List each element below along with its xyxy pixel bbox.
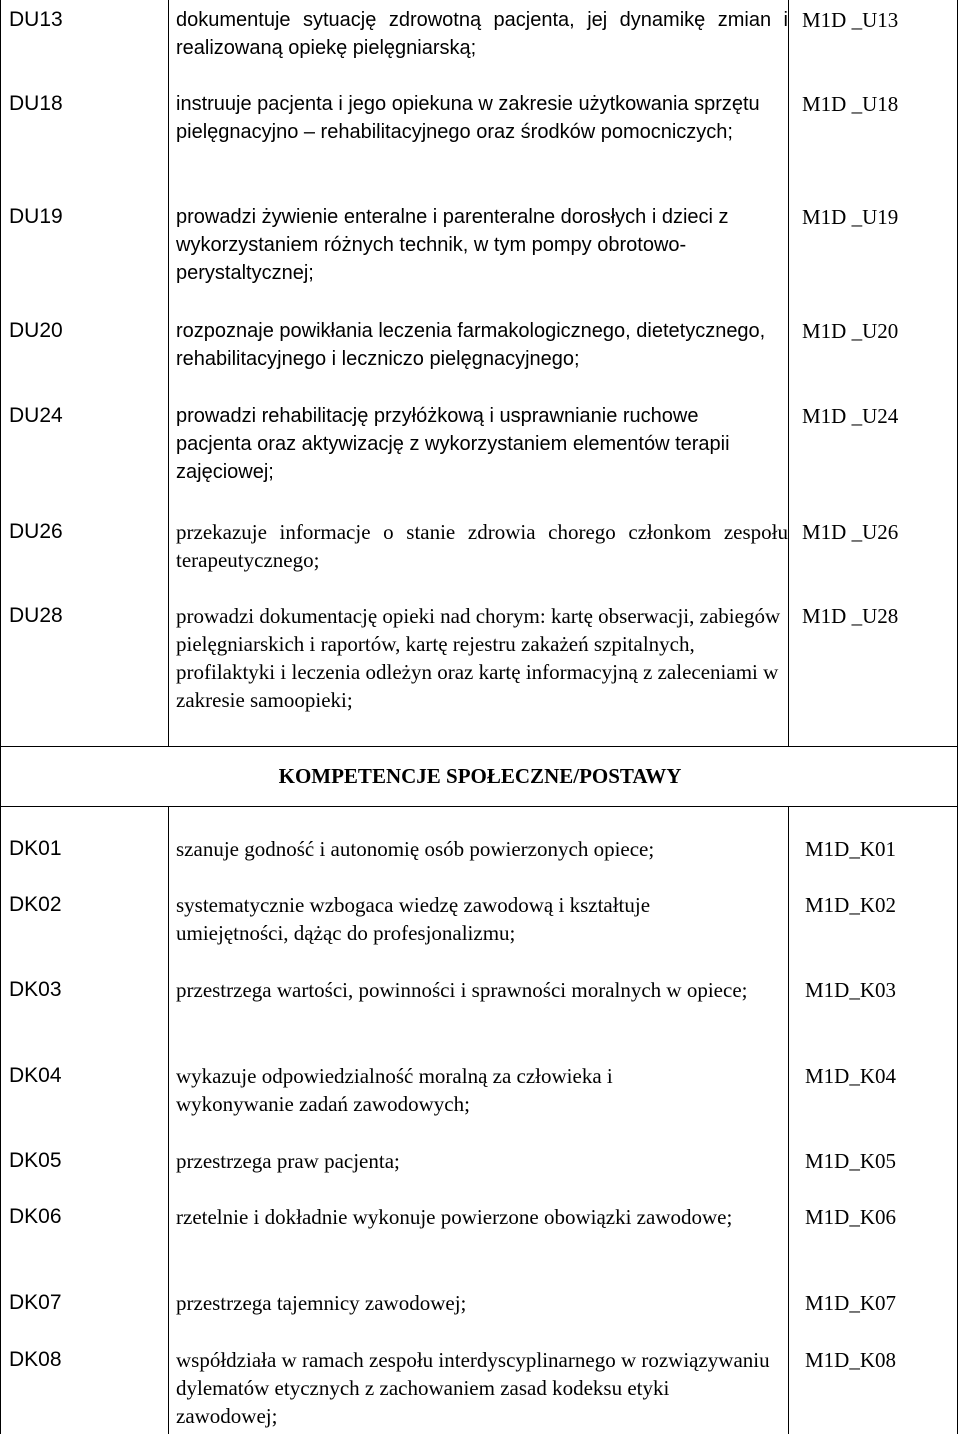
reference-code: M1D_K07 [805, 1291, 897, 1315]
reference-code: M1D_K03 [805, 978, 897, 1002]
learning-outcome-code: DU13 [9, 8, 63, 31]
reference-code: M1D _U13 [802, 8, 899, 32]
learning-outcome-code: DK08 [9, 1348, 62, 1371]
reference-code: M1D_K01 [805, 837, 897, 861]
reference-code: M1D_K04 [805, 1064, 897, 1088]
learning-outcome-code: DU19 [9, 205, 63, 228]
learning-outcome-code: DU24 [9, 404, 63, 427]
learning-outcome-description: systematycznie wzbogaca wiedzę zawodową i kształtuje umiejętności, dążąc do profesjonalizmu; [176, 893, 651, 945]
reference-code: M1D_K08 [805, 1348, 897, 1372]
table-left-border [0, 0, 1, 1434]
reference-code: M1D_K06 [805, 1205, 897, 1229]
learning-outcome-description: dokumentuje sytuację zdrowotną pacjenta, jej dynamikę zmian i realizowaną opiekę pielęgniarską; [176, 9, 788, 59]
learning-outcome-code: DU18 [9, 92, 63, 115]
learning-outcome-description: rzetelnie i dokładnie wykonuje powierzone obowiązki zawodowe; [176, 1205, 733, 1229]
learning-outcome-description: przestrzega tajemnicy zawodowej; [176, 1291, 467, 1315]
reference-code: M1D _U24 [802, 404, 899, 428]
reference-code: M1D_K02 [805, 893, 897, 917]
learning-outcome-code: DK01 [9, 837, 62, 860]
column-divider-ref [788, 0, 789, 747]
learning-outcome-description: przestrzega praw pacjenta; [176, 1149, 400, 1173]
learning-outcome-description: rozpoznaje powikłania leczenia farmakologicznego, dietetycznego, rehabilitacyjnego i leczniczo pielęgnacyjnego; [176, 320, 766, 370]
column-divider-code [168, 806, 169, 1434]
reference-code: M1D _U18 [802, 92, 899, 116]
learning-outcome-description: szanuje godność i autonomię osób powierzonych opiece; [176, 837, 655, 861]
reference-code: M1D _U26 [802, 520, 899, 544]
section-heading: KOMPETENCJE SPOŁECZNE/POSTAWY [278, 764, 682, 788]
learning-outcome-code: DK02 [9, 893, 62, 916]
learning-outcome-code: DU26 [9, 520, 63, 543]
learning-outcome-description: prowadzi dokumentację opieki nad chorym: kartę obserwacji, zabiegów pielęgniarskich i raportów, kartę rejestru zakażeń szpitalnych, profilaktyki i leczenia odleżyn oraz kartę informacyjną z zaleceniami w zakresie samoopieki; [176, 604, 781, 712]
learning-outcome-code: DK04 [9, 1064, 62, 1087]
learning-outcome-description: wykazuje odpowiedzialność moralną za człowieka i wykonywanie zadań zawodowych; [176, 1064, 613, 1116]
reference-code: M1D_K05 [805, 1149, 897, 1173]
learning-outcome-code: DU20 [9, 319, 63, 342]
row-separator [0, 806, 958, 807]
learning-outcome-description: przekazuje informacje o stanie zdrowia chorego członkom zespołu terapeutycznego; [176, 520, 788, 572]
learning-outcome-description: instruuje pacjenta i jego opiekuna w zakresie użytkowania sprzętu pielęgnacyjno – rehabilitacyjnego oraz środków pomocniczych; [176, 93, 760, 143]
reference-code: M1D _U20 [802, 319, 899, 343]
learning-outcome-description: prowadzi żywienie enteralne i parenteralne dorosłych i dzieci z wykorzystaniem różnych technik, w tym pompy obrotowo-perystaltycznej; [176, 206, 729, 284]
learning-outcome-description: przestrzega wartości, powinności i sprawności moralnych w opiece; [176, 978, 748, 1002]
learning-outcome-code: DK05 [9, 1149, 62, 1172]
reference-code: M1D _U28 [802, 604, 899, 628]
column-divider-code [168, 0, 169, 747]
learning-outcome-code: DK07 [9, 1291, 62, 1314]
row-separator [0, 746, 958, 747]
learning-outcome-code: DK03 [9, 978, 62, 1001]
table-right-border [957, 0, 958, 1434]
column-divider-ref [788, 806, 789, 1434]
learning-outcome-description: prowadzi rehabilitację przyłóżkową i usprawnianie ruchowe pacjenta oraz aktywizację z wykorzystaniem elementów terapii zajęciowej; [176, 405, 730, 483]
learning-outcome-description: współdziała w ramach zespołu interdyscyplinarnego w rozwiązywaniu dylematów etycznych z zachowaniem zasad kodeksu etyki zawodowej; [176, 1348, 770, 1428]
reference-code: M1D _U19 [802, 205, 899, 229]
learning-outcome-code: DU28 [9, 604, 63, 627]
learning-outcome-code: DK06 [9, 1205, 62, 1228]
